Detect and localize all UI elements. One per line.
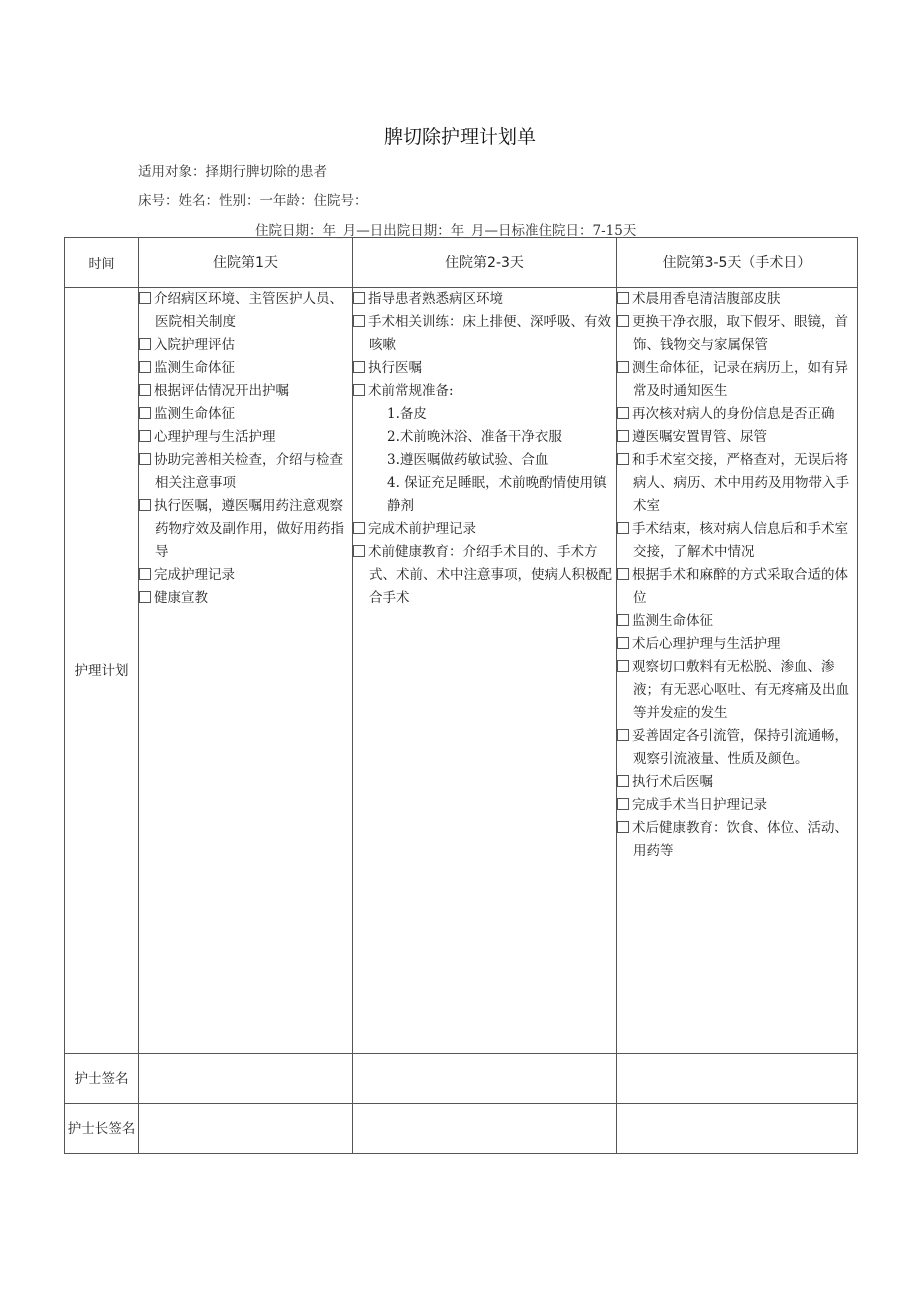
checklist-item-text: 和手术室交接，严格查对，无误后将病人、病历、术中用药及用物带入手术室 <box>632 452 849 514</box>
checklist-item-text: 执行医嘱，遵医嘱用药注意观察药物疗效及副作用，做好用药指导 <box>154 498 344 560</box>
day-3-5-cell <box>617 288 858 1054</box>
checklist-item <box>617 633 857 656</box>
checklist-item-text: 介绍病区环境、主管医护人员、医院相关制度 <box>154 291 343 330</box>
head-nurse-signature-row <box>65 1104 858 1154</box>
checklist-item-text: 根据手术和麻醉的方式采取合适的体位 <box>632 567 848 606</box>
checkbox[interactable] <box>617 775 629 787</box>
checkbox[interactable] <box>617 637 629 649</box>
checklist-item <box>353 426 616 449</box>
checklist-item <box>353 311 616 357</box>
nurse-signature-day-3-5[interactable] <box>617 1054 858 1104</box>
checkbox[interactable] <box>617 361 629 373</box>
checklist-item-text: 完成护理记录 <box>154 567 235 583</box>
checkbox[interactable] <box>139 568 151 580</box>
checklist-item <box>139 380 352 403</box>
checklist-item <box>617 403 857 426</box>
checklist-item <box>617 311 857 357</box>
checkbox[interactable] <box>139 338 151 350</box>
checklist-item-text: 手术结束，核对病人信息后和手术室交接，了解术中情况 <box>632 521 848 560</box>
checkbox[interactable] <box>617 614 629 626</box>
checklist-item-text: 监测生命体征 <box>154 406 235 422</box>
checklist-item-text: 完成术前护理记录 <box>368 521 476 537</box>
checkbox[interactable] <box>139 361 151 373</box>
checklist-item-text: 更换干净衣服，取下假牙、眼镜，首饰、钱物交与家属保管 <box>632 314 848 353</box>
checklist-item <box>617 610 857 633</box>
checkbox[interactable] <box>617 292 629 304</box>
checklist-item-text: 根据评估情况开出护嘱 <box>154 383 289 399</box>
checklist-item <box>617 817 857 863</box>
checklist-item <box>617 794 857 817</box>
checklist-item-text: 执行术后医嘱 <box>632 774 713 790</box>
checklist-item <box>353 357 616 380</box>
checklist-item-text: 遵医嘱安置胃管、尿管 <box>632 429 767 445</box>
checklist-item-text: 术晨用香皂清洁腹部皮肤 <box>632 291 781 307</box>
nurse-signature-row <box>65 1054 858 1104</box>
checklist-item-text: 术后健康教育：饮食、体位、活动、用药等 <box>632 820 848 859</box>
patient-info-fields: 床号：姓名：性别：一年龄：住院号： <box>138 193 368 209</box>
checklist-item <box>617 426 857 449</box>
header-day-1: 住院第1天 <box>139 238 353 288</box>
day-1-checklist <box>139 288 352 610</box>
checkbox[interactable] <box>139 407 151 419</box>
checkbox[interactable] <box>353 315 365 327</box>
checklist-item <box>139 587 352 610</box>
checklist-item-text: 入院护理评估 <box>154 337 235 353</box>
checklist-item <box>139 426 352 449</box>
day-3-5-checklist <box>617 288 857 863</box>
page-title: 脾切除护理计划单 <box>383 126 536 148</box>
checkbox[interactable] <box>139 292 151 304</box>
header-time: 时间 <box>65 238 139 288</box>
row-label-nurse-signature: 护士签名 <box>65 1054 139 1104</box>
table-header-row <box>65 238 858 288</box>
nurse-signature-day-1[interactable] <box>139 1054 353 1104</box>
checklist-item <box>617 518 857 564</box>
checklist-item-text: 术前健康教育：介绍手术目的、手术方式、术前、术中注意事项，使病人积极配合手术 <box>368 544 612 606</box>
checklist-item <box>353 541 616 610</box>
checklist-item <box>617 288 857 311</box>
checklist-item <box>353 518 616 541</box>
nursing-plan-table <box>64 237 858 1154</box>
checklist-item-text: 手术相关训练：床上排便、深呼吸、有效咳嗽 <box>368 314 611 353</box>
checklist-item-text: 术前常规准备: <box>368 383 454 399</box>
checklist-item <box>353 288 616 311</box>
checklist-item <box>617 656 857 725</box>
row-label-nursing-plan: 护理计划 <box>65 288 139 1054</box>
checklist-item-text: 4. 保证充足睡眠，术前晚酌情使用镇静剂 <box>387 475 607 514</box>
checkbox[interactable] <box>617 821 629 833</box>
checklist-item-text: 1.备皮 <box>387 406 427 422</box>
header-day-3-5: 住院第3-5天（手术日） <box>617 238 858 288</box>
checklist-item <box>353 380 616 403</box>
checkbox[interactable] <box>617 430 629 442</box>
checkbox[interactable] <box>353 545 365 557</box>
checklist-item-text: 妥善固定各引流管，保持引流通畅，观察引流液量、性质及颜色。 <box>632 728 848 767</box>
checklist-item <box>353 449 616 472</box>
day-2-3-cell <box>353 288 617 1054</box>
checklist-item <box>617 357 857 403</box>
checkbox[interactable] <box>617 407 629 419</box>
row-label-head-nurse-signature: 护士长签名 <box>65 1104 139 1154</box>
checklist-item <box>139 449 352 495</box>
checklist-item-text: 2.术前晚沐浴、准备干净衣服 <box>387 429 562 445</box>
checkbox[interactable] <box>617 315 629 327</box>
checklist-item <box>139 495 352 564</box>
checklist-item-text: 协助完善相关检查，介绍与检查相关注意事项 <box>154 452 343 491</box>
day-2-3-checklist <box>353 288 616 610</box>
checkbox[interactable] <box>617 522 629 534</box>
checklist-item <box>617 449 857 518</box>
checklist-item <box>353 403 616 426</box>
checklist-item-text: 健康宣教 <box>154 590 208 606</box>
day-1-cell <box>139 288 353 1054</box>
checklist-item <box>139 288 352 334</box>
checkbox[interactable] <box>353 522 365 534</box>
checklist-item-text: 观察切口敷料有无松脱、渗血、渗液；有无恶心呕吐、有无疼痛及出血等并发症的发生 <box>632 659 849 721</box>
checkbox[interactable] <box>617 453 629 465</box>
checklist-item <box>617 725 857 771</box>
checklist-item <box>353 472 616 518</box>
checkbox[interactable] <box>139 453 151 465</box>
checklist-item-text: 再次核对病人的身份信息是否正确 <box>632 406 835 422</box>
checkbox[interactable] <box>139 430 151 442</box>
checklist-item <box>139 403 352 426</box>
checklist-item-text: 测生命体征，记录在病历上，如有异常及时通知医生 <box>632 360 848 399</box>
checklist-item-text: 监测生命体征 <box>632 613 713 629</box>
checklist-item-text: 指导患者熟悉病区环境 <box>368 291 503 307</box>
checkbox[interactable] <box>139 499 151 511</box>
checkbox[interactable] <box>353 361 365 373</box>
checklist-item-text: 完成手术当日护理记录 <box>632 797 767 813</box>
nursing-plan-row <box>65 288 858 1054</box>
nurse-signature-day-2-3[interactable] <box>353 1054 617 1104</box>
checkbox[interactable] <box>353 384 365 396</box>
checkbox[interactable] <box>617 660 629 672</box>
checkbox[interactable] <box>617 729 629 741</box>
checklist-item-text: 3.遵医嘱做药敏试验、合血 <box>387 452 549 468</box>
checkbox[interactable] <box>139 591 151 603</box>
checklist-item <box>139 334 352 357</box>
head-nurse-signature-day-2-3[interactable] <box>353 1104 617 1154</box>
checkbox[interactable] <box>617 568 629 580</box>
checkbox[interactable] <box>353 292 365 304</box>
checkbox[interactable] <box>617 798 629 810</box>
checklist-item <box>139 357 352 380</box>
checklist-item-text: 监测生命体征 <box>154 360 235 376</box>
admission-dates: 住院日期：年_月—日出院日期：年_月—日标准住院日：7-15天 <box>255 223 637 239</box>
checklist-item-text: 执行医嘱 <box>368 360 422 376</box>
checklist-item <box>617 771 857 794</box>
header-day-2-3: 住院第2-3天 <box>353 238 617 288</box>
checklist-item <box>139 564 352 587</box>
head-nurse-signature-day-1[interactable] <box>139 1104 353 1154</box>
checklist-item <box>617 564 857 610</box>
target-patients: 适用对象：择期行脾切除的患者 <box>138 164 327 180</box>
head-nurse-signature-day-3-5[interactable] <box>617 1104 858 1154</box>
checklist-item-text: 术后心理护理与生活护理 <box>632 636 781 652</box>
checkbox[interactable] <box>139 384 151 396</box>
checklist-item-text: 心理护理与生活护理 <box>154 429 276 445</box>
